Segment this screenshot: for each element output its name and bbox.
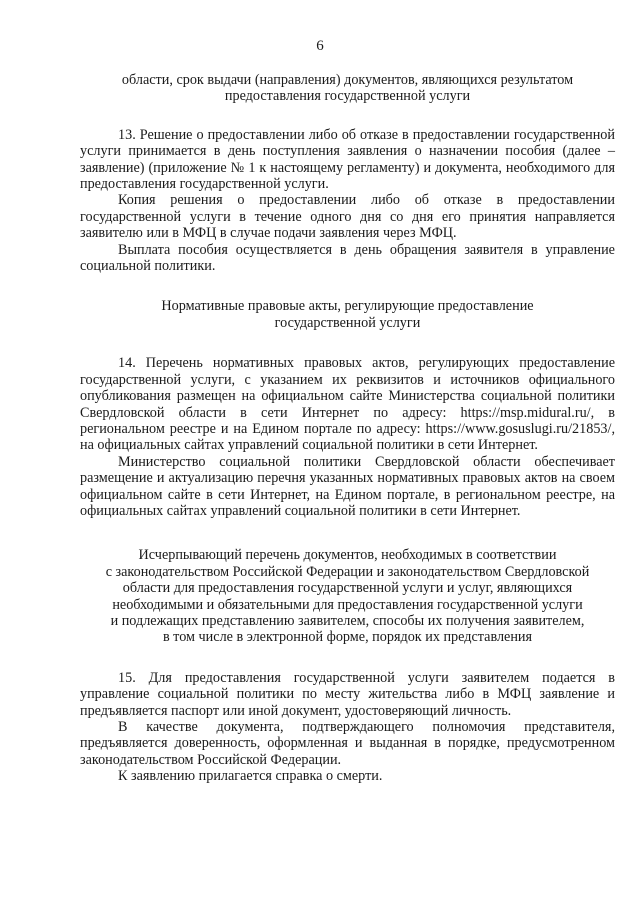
- spacer: [80, 105, 615, 127]
- section-13-paragraph-1: 13. Решение о предоставлении либо об отказе в предоставлении государственной услуги принимается в день поступления заявления о назначении пособия (далее – заявление) (приложение № 1 к настоящему регламенту) и документа, необходимого для предоставления государственной услуги.: [80, 126, 615, 193]
- heading-3-line-2: с законодательством Российской Федерации и законодательством Свердловской: [105, 563, 590, 580]
- intro-heading-line-1: области, срок выдачи (направления) документов, являющихся результатом: [121, 72, 574, 88]
- section-14-paragraph-1: 14. Перечень нормативных правовых актов, регулирующих предоставление государственной услуги, с указанием их реквизитов и источников официального опубликования размещен на официальном сайте Министерства социальной политики Свердловской области в сети Интернет по адресу: https://msp.midural.ru/, в региональном реестре и на Едином портале по адресу: https://www.gosuslugi.ru/21853/, на официальных сайтах управлений социальной политики в сети Интернет.: [80, 355, 615, 454]
- section-heading-documents-list: [80, 547, 615, 645]
- section-14-paragraph-2: Министерство социальной политики Свердловской области обеспечивает размещение и актуализацию перечня указанных нормативных правовых актов на своем официальном сайте в сети Интернет, на Едином портале, в региональном реестре, на официальных сайтах управлений социальной политики в сети Интернет.: [80, 453, 615, 519]
- page-number: 6: [316, 38, 324, 54]
- heading-3-line-1: Исчерпывающий перечень документов, необходимых в соответствии: [138, 547, 557, 564]
- spacer: [80, 331, 615, 355]
- page-content: [80, 72, 615, 785]
- section-heading-normative-acts: [80, 298, 615, 331]
- heading-2-line-1: Нормативные правовые акты, регулирующие предоставление: [161, 298, 534, 315]
- intro-heading-line-2: предоставления государственной услуги: [224, 88, 471, 105]
- section-13-paragraph-3: Выплата пособия осуществляется в день обращения заявителя в управление социальной политики.: [80, 241, 615, 275]
- heading-3-line-3: области для предоставления государственной услуги и услуг, являющихся: [122, 580, 573, 597]
- section-13-paragraph-2: Копия решения о предоставлении либо об отказе в предоставлении государственной услуги в течение одного дня со дня его принятия направляется заявителю или в МФЦ в случае подачи заявления через МФЦ.: [80, 192, 615, 242]
- section-15-paragraph-3: К заявлению прилагается справка о смерти.: [118, 768, 383, 785]
- spacer: [80, 519, 615, 547]
- spacer: [80, 274, 615, 298]
- heading-3-line-5: и подлежащих представлению заявителем, способы их получения заявителем,: [110, 612, 585, 629]
- intro-heading: [80, 72, 615, 105]
- heading-3-line-6: в том числе в электронной форме, порядок их представления: [162, 629, 533, 646]
- heading-2-line-2: государственной услуги: [274, 314, 421, 331]
- section-15-paragraph-1: 15. Для предоставления государственной услуги заявителем подается в управление социальной политики по месту жительства либо в МФЦ заявление и предъявляется паспорт или иной документ, удостоверяющий личность.: [80, 669, 615, 719]
- spacer: [80, 646, 615, 670]
- heading-3-line-4: необходимыми и обязательными для предоставления государственной услуги: [112, 596, 583, 613]
- section-15-paragraph-2: В качестве документа, подтверждающего полномочия представителя, предъявляется доверенность, оформленная и выданная в порядке, предусмотренном законодательством Российской Федерации.: [80, 719, 615, 768]
